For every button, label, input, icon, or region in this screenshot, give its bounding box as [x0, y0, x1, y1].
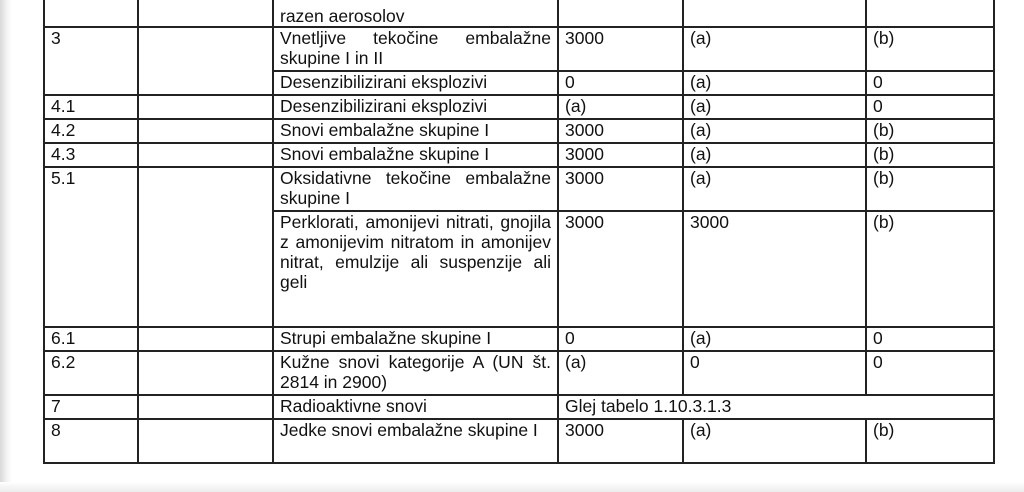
quantity-cell: 0: [866, 71, 994, 95]
quantity-cell: (b): [866, 27, 994, 71]
code-cell: [138, 119, 273, 143]
code-cell: [138, 0, 273, 27]
quantity-cell: [558, 0, 683, 27]
code-cell: [138, 327, 273, 351]
quantity-cell: (a): [683, 327, 866, 351]
description-cell: Snovi embalažne skupine I: [273, 143, 558, 167]
quantity-cell: (a): [683, 71, 866, 95]
quantity-cell: (a): [683, 119, 866, 143]
description-cell: Radioaktivne snovi: [273, 395, 558, 419]
description-cell: Perklorati, amonijevi nitrati, gnojila z amonijevim nitratom in amonijev nitrat, emulzije ali suspenzije ali geli: [273, 211, 558, 327]
quantity-cell: 3000: [558, 419, 683, 463]
table-row: [44, 167, 994, 211]
quantity-cell: 0: [683, 351, 866, 395]
table-row: [44, 419, 994, 463]
code-cell: [138, 167, 273, 327]
table-row: [44, 327, 994, 351]
quantity-cell: (a): [558, 351, 683, 395]
quantity-cell: 0: [558, 327, 683, 351]
class-cell: 6.1: [44, 327, 138, 351]
table-row: [44, 0, 994, 27]
quantity-cell: 0: [558, 71, 683, 95]
description-cell: Jedke snovi embalažne skupine I: [273, 419, 558, 463]
quantity-cell: (a): [558, 95, 683, 119]
quantity-cell: (a): [683, 167, 866, 211]
page-bottom-edge: [0, 482, 1024, 492]
quantity-cell: 0: [866, 351, 994, 395]
quantity-cell: (b): [866, 167, 994, 211]
quantity-cell: (b): [866, 119, 994, 143]
description-cell: Desenzibilizirani eksplozivi: [273, 95, 558, 119]
description-cell: Kužne snovi kategorije A (UN št. 2814 in 2900): [273, 351, 558, 395]
quantity-cell: (a): [683, 419, 866, 463]
quantity-cell: (b): [866, 419, 994, 463]
dangerous-goods-table: [43, 0, 995, 464]
class-cell: 3: [44, 27, 138, 95]
description-cell: Snovi embalažne skupine I: [273, 119, 558, 143]
class-cell: 8: [44, 419, 138, 463]
quantity-cell: 3000: [558, 143, 683, 167]
table-row: [44, 27, 994, 71]
code-cell: [138, 395, 273, 419]
table-row: [44, 119, 994, 143]
quantity-cell: 0: [866, 327, 994, 351]
table-row: [44, 351, 994, 395]
description-cell: Vnetljive tekočine embalažne skupine I in II: [273, 27, 558, 71]
class-cell: [44, 0, 138, 27]
quantity-cell: (a): [683, 27, 866, 71]
description-cell: Strupi embalažne skupine I: [273, 327, 558, 351]
description-cell: razen aerosolov: [273, 0, 558, 27]
code-cell: [138, 95, 273, 119]
quantity-cell: [683, 0, 866, 27]
code-cell: [138, 419, 273, 463]
quantity-cell: (a): [683, 95, 866, 119]
class-cell: 4.3: [44, 143, 138, 167]
code-cell: [138, 143, 273, 167]
quantity-cell: [866, 0, 994, 27]
code-cell: [138, 351, 273, 395]
class-cell: 7: [44, 395, 138, 419]
quantity-cell: (a): [683, 143, 866, 167]
quantity-cell: 3000: [558, 27, 683, 71]
class-cell: 5.1: [44, 167, 138, 327]
class-cell: 6.2: [44, 351, 138, 395]
quantity-cell: (b): [866, 143, 994, 167]
quantity-cell: 3000: [558, 167, 683, 211]
class-cell: 4.1: [44, 95, 138, 119]
table-row: [44, 143, 994, 167]
description-cell: Oksidativne tekočine embalažne skupine I: [273, 167, 558, 211]
quantity-cell: (b): [866, 211, 994, 327]
reference-note-cell: Glej tabelo 1.10.3.1.3: [558, 395, 994, 419]
description-cell: Desenzibilizirani eksplozivi: [273, 71, 558, 95]
quantity-cell: 0: [866, 95, 994, 119]
table-row: [44, 395, 994, 419]
page-edge-shadow: [0, 0, 12, 492]
quantity-cell: 3000: [558, 211, 683, 327]
table-row: [44, 95, 994, 119]
class-cell: 4.2: [44, 119, 138, 143]
quantity-cell: 3000: [683, 211, 866, 327]
quantity-cell: 3000: [558, 119, 683, 143]
code-cell: [138, 27, 273, 95]
